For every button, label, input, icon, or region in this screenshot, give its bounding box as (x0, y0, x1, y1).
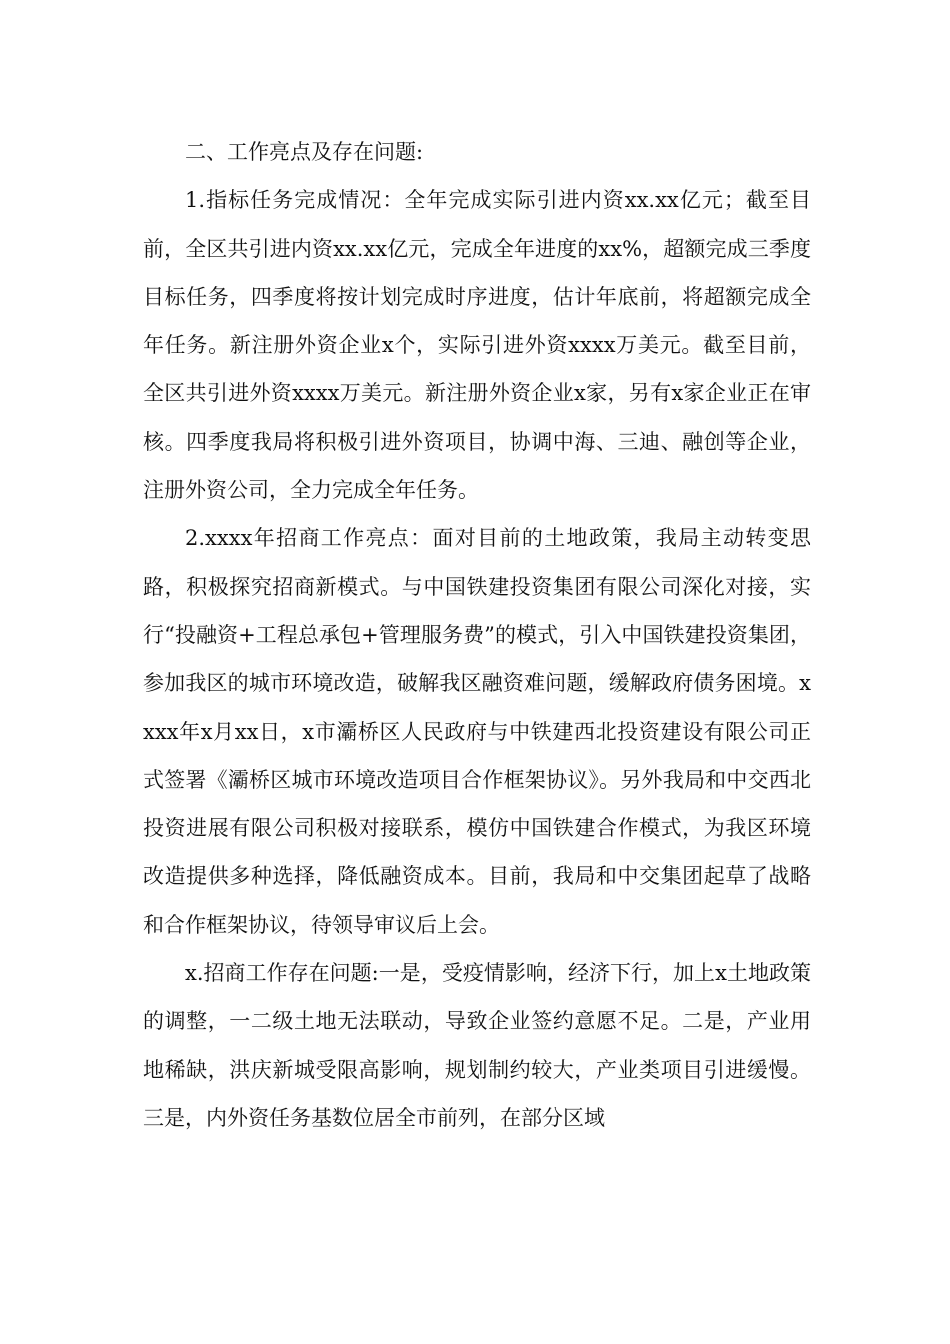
section-heading: 二、工作亮点及存在问题: (185, 140, 424, 164)
paragraph-investment-highlights: 2.xxxx年招商工作亮点：面对目前的土地政策，我局主动转变思路，积极探究招商新模式。与中国铁建投资集团有限公司深化对接，实行“投融资+工程总承包+管理服务费”的模式，引入中国铁建投资集团，参加我区的城市环境改造，破解我区融资难问题，缓解政府债务困境。xxxx年x月xx日，x市灞桥区人民政府与中铁建西北投资建设有限公司正式签署《灞桥区城市环境改造项目合作框架协议》。另外我局和中交西北投资进展有限公司积极对接联系，模仿中国铁建合作模式，为我区环境改造提供多种选择，降低融资成本。目前，我局和中交集团起草了战略和合作框架协议，待领导审议后上会。 (143, 526, 811, 937)
paragraph-existing-problems: x.招商工作存在问题:一是，受疫情影响，经济下行，加上x土地政策的调整，一二级土地无法联动，导致企业签约意愿不足。二是，产业用地稀缺，洪庆新城受限高影响，规划制约较大，产业类项目引进缓慢。三是，内外资任务基数位居全市前列，在部分区域 (143, 961, 811, 1130)
document-body (143, 128, 811, 1142)
paragraph-task-completion: 1.指标任务完成情况：全年完成实际引进内资xx.xx亿元；截至目前，全区共引进内资xx.xx亿元，完成全年进度的xx%，超额完成三季度目标任务，四季度将按计划完成时序进度，估计年底前，将超额完成全年任务。新注册外资企业x个，实际引进外资xxxx万美元。截至目前，全区共引进外资xxxx万美元。新注册外资企业x家，另有x家企业正在审核。四季度我局将积极引进外资项目，协调中海、三迪、融创等企业，注册外资公司，全力完成全年任务。 (143, 188, 811, 503)
